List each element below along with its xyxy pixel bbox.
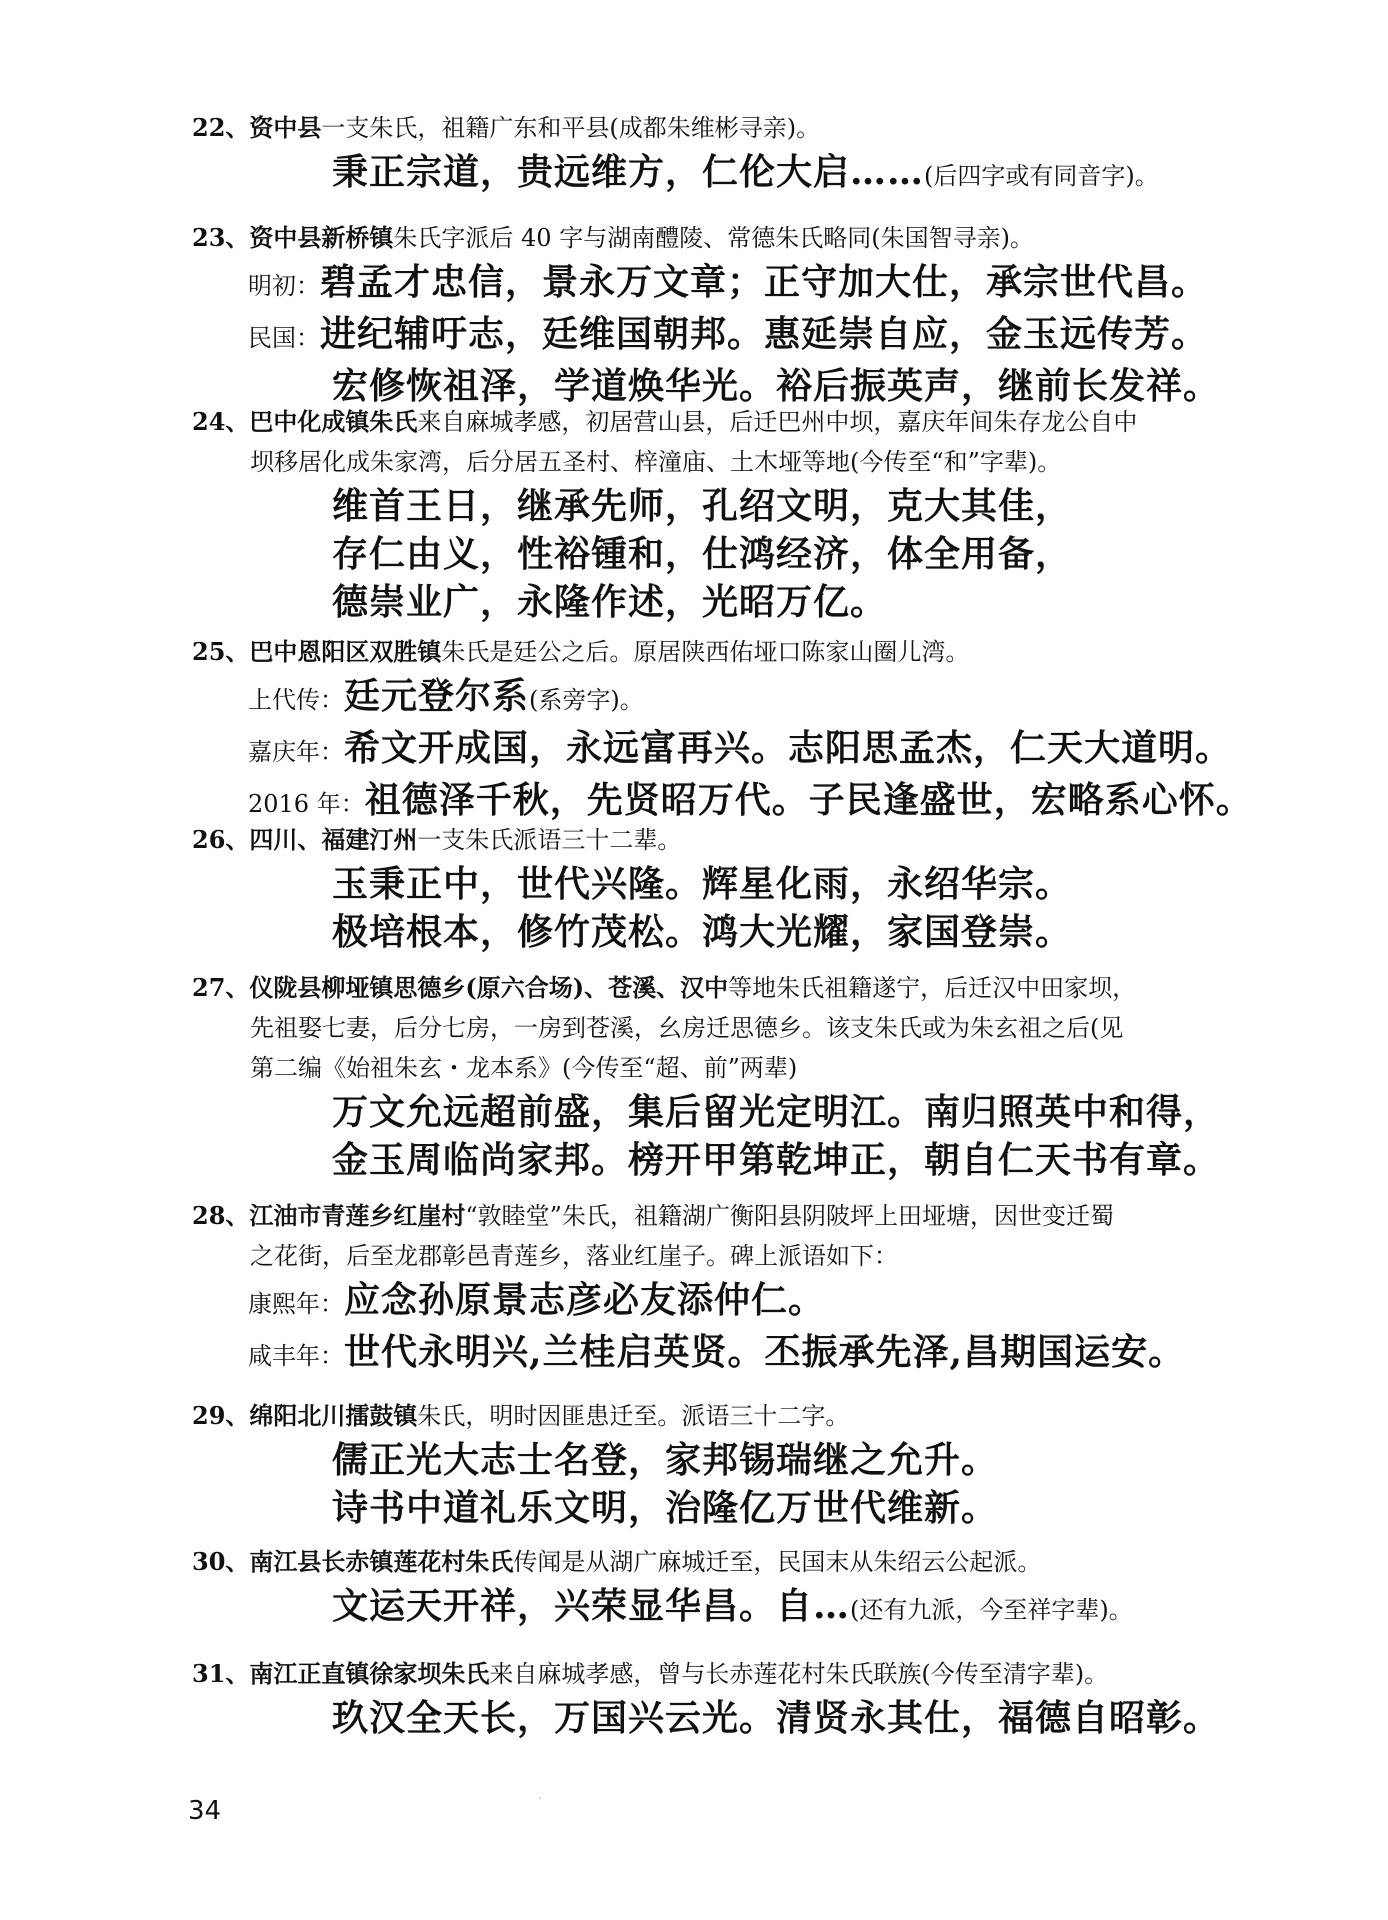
- entry-desc: 一支朱氏派语三十二辈。: [417, 826, 682, 854]
- labeled-line: [192, 1276, 1312, 1328]
- verse-line: [192, 1694, 1312, 1742]
- verse-text: 万文允远超前盛，集后留光定明江。南归照英中和得，: [332, 1091, 1221, 1133]
- entry-22: [192, 108, 1312, 200]
- page-number: 34: [188, 1796, 222, 1826]
- era-label: 明初：: [248, 272, 320, 300]
- verse-note: (后四字或有同音字)。: [924, 162, 1159, 190]
- verse-line: [192, 908, 1312, 956]
- entry-desc: 朱氏，明时因匪患迁至。派语三十二字。: [417, 1402, 850, 1430]
- labeled-line: [192, 310, 1312, 362]
- entry-30: [192, 1542, 1312, 1634]
- entry-number: 23、: [192, 223, 250, 252]
- entry-number: 25、: [192, 637, 250, 666]
- verse-text: 宏修恢祖泽，学道焕华光。裕后振英声，继前长发祥。: [332, 365, 1221, 407]
- verse-text: 维首王日，继承先师，孔绍文明，克大其佳，: [332, 485, 1073, 527]
- entry-25: [192, 632, 1312, 828]
- verse-text: 世代永明兴,兰桂启英贤。丕振承先泽,昌期国运安。: [344, 1331, 1186, 1373]
- entry-place: 仪陇县柳垭镇思德乡(原六合场)、苍溪、汉中: [249, 973, 729, 1002]
- entry-desc: 朱氏字派后 40 字与湖南醴陵、常德朱氏略同(朱国智寻亲)。: [393, 224, 1034, 252]
- era-label: 嘉庆年：: [248, 738, 344, 766]
- entry-place: 江油市青莲乡红崖村: [249, 1201, 466, 1230]
- entry-desc-continued: 之花街，后至龙郡彰邑青莲乡，落业红崖子。碑上派语如下：: [250, 1242, 898, 1270]
- entry-place: 资中县: [249, 113, 322, 142]
- verse-text: 进纪辅吁志，廷维国朝邦。惠延崇自应，金玉远传芳。: [320, 313, 1209, 355]
- verse-line: [192, 1088, 1312, 1136]
- entry-27: [192, 968, 1312, 1184]
- verse-text: 应念孙原景志彦必友添仲仁。: [344, 1279, 826, 1321]
- verse-line: [192, 860, 1312, 908]
- entry-desc-continued: 第二编《始祖朱玄・龙本系》(今传至“超、前”两辈): [250, 1054, 798, 1082]
- verse-text: 碧孟才忠信，景永万文章；正守加大仕，承宗世代昌。: [320, 261, 1209, 303]
- verse-text: 德崇业广，永隆作述，光昭万亿。: [332, 581, 888, 623]
- verse-text: 祖德泽千秋，先贤昭万代。子民逢盛世，宏略系心怀。: [364, 779, 1253, 821]
- verse-text: 极培根本，修竹茂松。鸿大光耀，家国登崇。: [332, 911, 1073, 953]
- verse-text: 廷元登尔系: [344, 675, 530, 717]
- entry-place: 南江正直镇徐家坝朱氏: [249, 1659, 490, 1688]
- verse-line: [192, 530, 1312, 578]
- verse-text: 玖汉全天长，万国兴云光。清贤永其仕，福德自昭彰。: [332, 1697, 1221, 1739]
- entry-24: [192, 402, 1312, 626]
- entry-desc: 传闻是从湖广麻城迁至，民国末从朱绍云公起派。: [513, 1548, 1042, 1576]
- entry-desc: 等地朱氏祖籍遂宁，后迁汉中田家坝，: [728, 974, 1137, 1002]
- era-label: 上代传：: [248, 686, 344, 714]
- entry-desc: 来自麻城孝感，初居营山县，后迁巴州中坝，嘉庆年间朱存龙公自中: [417, 408, 1138, 436]
- verse-line: [192, 482, 1312, 530]
- entry-31: [192, 1654, 1312, 1742]
- era-label: 民国：: [248, 324, 320, 352]
- verse-text: 玉秉正中，世代兴隆。辉星化雨，永绍华宗。: [332, 863, 1073, 905]
- era-label: 咸丰年：: [248, 1342, 344, 1370]
- verse-line: [192, 1436, 1312, 1484]
- verse-note: (还有九派，今至祥字辈)。: [850, 1596, 1133, 1624]
- verse-text: 文运天开祥，兴荣显华昌。自…: [332, 1585, 851, 1627]
- entry-desc-continued: 坝移居化成朱家湾，后分居五圣村、梓潼庙、土木垭等地(今传至“和”字辈)。: [250, 448, 1062, 476]
- entry-place: 绵阳北川擂鼓镇: [249, 1401, 418, 1430]
- entry-26: [192, 820, 1312, 956]
- verse-line: [192, 148, 1312, 200]
- entry-heading: [192, 632, 1312, 672]
- entry-desc-continued: 先祖娶七妻，后分七房，一房到苍溪，幺房迁思德乡。该支朱氏或为朱玄祖之后(见: [250, 1014, 1124, 1042]
- verse-text: 希文开成国，永远富再兴。志阳思孟杰，仁天大道明。: [344, 727, 1233, 769]
- verse-line: [192, 1484, 1312, 1532]
- entry-desc: 来自麻城孝感，曾与长赤莲花村朱氏联族(今传至清字辈)。: [489, 1660, 1109, 1688]
- entry-number: 24、: [192, 407, 250, 436]
- entry-heading: [192, 402, 1312, 442]
- labeled-line: [192, 258, 1312, 310]
- entry-place: 资中县新桥镇: [249, 223, 394, 252]
- verse-text: 儒正光大志士名登，家邦锡瑞继之允升。: [332, 1439, 999, 1481]
- labeled-line: [192, 1328, 1312, 1380]
- entry-desc: 一支朱氏，祖籍广东和平县(成都朱维彬寻亲)。: [321, 114, 821, 142]
- era-label: 2016 年：: [248, 790, 365, 818]
- entry-number: 22、: [192, 113, 250, 142]
- verse-text: 存仁由义，性裕锺和，仕鸿经济，体全用备，: [332, 533, 1073, 575]
- entry-heading: [192, 108, 1312, 148]
- entry-number: 31、: [192, 1659, 250, 1688]
- verse-text: 诗书中道礼乐文明，治隆亿万世代维新。: [332, 1487, 999, 1529]
- verse-text: 秉正宗道，贵远维方，仁伦大启……: [332, 151, 925, 193]
- entry-place: 巴中恩阳区双胜镇: [249, 637, 442, 666]
- entry-heading: [192, 218, 1312, 258]
- entry-heading: [192, 1396, 1312, 1436]
- labeled-line: [192, 672, 1312, 724]
- entry-heading: [192, 820, 1312, 860]
- entry-23: [192, 218, 1312, 410]
- labeled-line: [192, 724, 1312, 776]
- entry-heading: [192, 1542, 1312, 1582]
- entry-place: 四川、福建汀州: [249, 825, 418, 854]
- entry-heading: [192, 968, 1312, 1008]
- entry-place: 南江县长赤镇莲花村朱氏: [249, 1547, 514, 1576]
- verse-text: 金玉周临尚家邦。榜开甲第乾坤正，朝自仁天书有章。: [332, 1139, 1221, 1181]
- entry-29: [192, 1396, 1312, 1532]
- entry-desc: 朱氏是廷公之后。原居陕西佑垭口陈家山圈儿湾。: [441, 638, 970, 666]
- entry-28: [192, 1196, 1312, 1380]
- verse-line: [192, 1582, 1312, 1634]
- scan-speck: ·: [538, 1794, 542, 1805]
- era-label: 康熙年：: [248, 1290, 344, 1318]
- entry-heading: [192, 1196, 1312, 1236]
- verse-line: [192, 1136, 1312, 1184]
- verse-note: (系旁字)。: [529, 686, 644, 714]
- entry-place: 巴中化成镇朱氏: [249, 407, 418, 436]
- entry-number: 30、: [192, 1547, 250, 1576]
- entry-desc: “敦睦堂”朱氏，祖籍湖广衡阳县阴陂坪上田垭塘，因世变迁蜀: [465, 1202, 1114, 1230]
- verse-line: [192, 578, 1312, 626]
- entry-heading: [192, 1654, 1312, 1694]
- entry-number: 26、: [192, 825, 250, 854]
- entry-number: 28、: [192, 1201, 250, 1230]
- entry-number: 27、: [192, 973, 250, 1002]
- entry-number: 29、: [192, 1401, 250, 1430]
